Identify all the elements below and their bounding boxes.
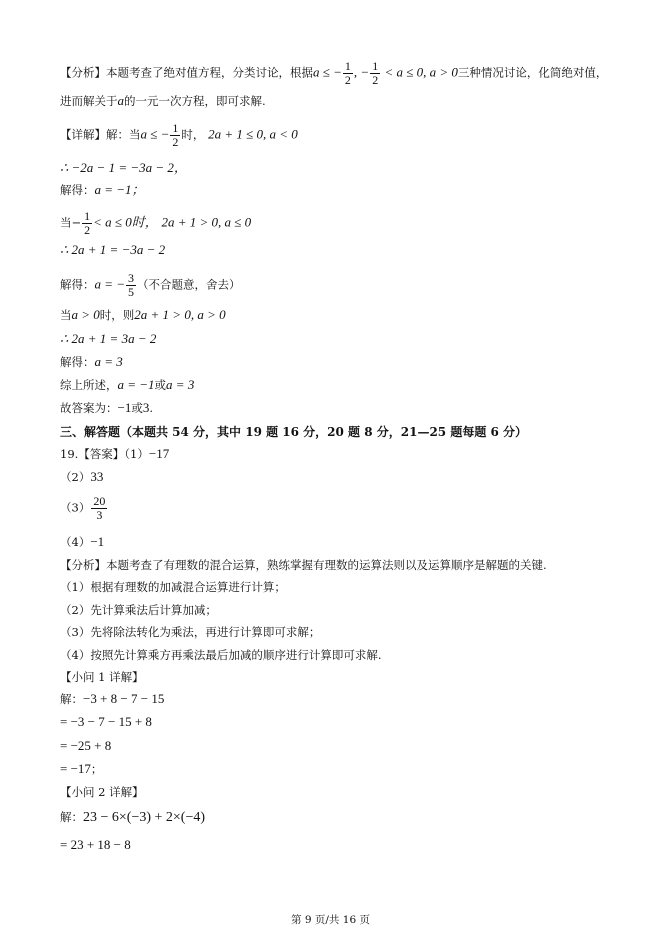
rejected-note: （不合题意，舍去）: [137, 277, 241, 292]
answer-value-2: 3: [142, 400, 150, 415]
step-line: ∴ −2a − 1 = −3a − 2，: [60, 160, 187, 175]
case-3-condition: a > 0: [71, 307, 100, 322]
answer-or: 或: [131, 401, 143, 415]
step-case-3: [60, 306, 226, 324]
q19-answer-value-2: 33: [90, 469, 104, 484]
answer-line: [60, 399, 153, 417]
analysis-text-b: 三种情况讨论，化简绝对值，: [457, 65, 608, 80]
summary-or: 或: [154, 378, 167, 392]
case-2-condition: < a ≤ 0时，: [93, 214, 158, 230]
detail-expression: 2a + 1 ≤ 0, a < 0: [208, 126, 298, 142]
section-3-heading: 三、解答题（本题共 54 分，其中 19 题 16 分，20 题 8 分，21—25 题每题 6 分）: [60, 425, 528, 439]
answer-label: 故答案为：: [60, 401, 118, 415]
summary-value-2: a = 3: [166, 377, 195, 392]
solve-value: a = 3: [94, 354, 123, 369]
hint-line: （1）根据有理数的加减混合运算进行计算；: [60, 580, 286, 594]
case-3-then: 时，则: [99, 308, 135, 322]
detail-line-1: [60, 122, 298, 149]
analysis-line2-a: 进而解关于: [60, 94, 118, 108]
q19-answer-3: [60, 495, 108, 522]
q19-part-4: （4）: [60, 535, 91, 549]
step-solve-3: [60, 353, 123, 371]
page-footer: 第 9 页/共 16 页: [291, 914, 370, 926]
analysis-line2-b: 的一元一次方程，即可求解.: [124, 94, 266, 108]
detail-condition: a ≤ −: [140, 126, 170, 142]
detail-label: 【详解】: [60, 127, 106, 142]
solve-value: a = −1；: [94, 182, 145, 197]
fraction-half-2: $\frac{1}{2}$: [372, 59, 379, 87]
step-solve-1: [60, 181, 145, 199]
q19-analysis: 【分析】本题考查了有理数的混合运算，熟练掌握有理数的运算法则以及运算顺序是解题的关键.: [60, 558, 547, 572]
sub2-step: = 23 + 18 − 8: [60, 837, 131, 852]
q19-part-3: （3）: [60, 500, 91, 515]
q19-answer-value-4: −1: [90, 534, 105, 549]
q19-answer-4: [60, 533, 104, 551]
hint-line: （3）先将除法转化为乘法，再进行计算即可求解；: [60, 625, 321, 639]
step-case-2: [60, 210, 251, 237]
sub1-result: [60, 760, 102, 778]
case-2-expression: 2a + 1 > 0, a ≤ 0: [161, 214, 252, 230]
hint-line: （2）先计算乘法后计算加减；: [60, 603, 217, 617]
fraction-half-1: $\frac{1}{2}$: [344, 59, 351, 87]
sub1-line-1: [60, 690, 164, 708]
fraction-half-4: $\frac{1}{2}$: [84, 209, 91, 237]
summary-line: [60, 376, 194, 394]
analysis-text-a: 本题考查了绝对值方程，分类讨论，根据: [106, 65, 313, 80]
sub1-expression: −3 + 8 − 7 − 15: [83, 691, 165, 706]
hint-line: （4）按照先计算乘方再乘法最后加减的顺序进行计算即可求解.: [60, 648, 382, 662]
condition-3: < a ≤ 0, a > 0: [381, 64, 458, 80]
solve-label: 解得：: [60, 183, 95, 197]
q19-part-2: （2）: [60, 470, 91, 484]
step-line: ∴ 2a + 1 = 3a − 2: [60, 331, 157, 346]
condition-1: a ≤ −: [313, 64, 342, 80]
sub1-step: = −3 − 7 − 15 + 8: [60, 714, 152, 729]
condition-2: , −: [353, 64, 370, 80]
solve-value: a = −: [94, 276, 126, 292]
summary-label: 综上所述，: [60, 378, 118, 392]
step-line: ∴ 2a + 1 = −3a − 2: [60, 242, 166, 257]
sub2-solve-label: 解：: [60, 810, 83, 824]
fraction-half-3: $\frac{1}{2}$: [172, 121, 179, 149]
detail-text: 解：当: [106, 127, 141, 142]
fraction-three-fifths: $\frac{3}{5}$: [128, 271, 135, 299]
sub1-solve-label: 解：: [60, 692, 83, 706]
solve-label: 解得：: [60, 355, 95, 369]
variable-a: a: [117, 93, 124, 108]
solve-label: 解得：: [60, 277, 95, 292]
sub1-result-punct: ；: [90, 762, 103, 776]
detail-when: 时，: [181, 127, 205, 142]
sub2-line-1: [60, 808, 205, 827]
case-3-prefix: 当: [60, 308, 72, 322]
sub1-step: = −25 + 8: [60, 738, 112, 753]
q19-answer-1: [60, 445, 169, 463]
analysis-line-2: [60, 92, 266, 110]
summary-value-1: a = −1: [117, 377, 155, 392]
q19-answer-2: [60, 468, 103, 486]
q19-answer-value-1: −17: [148, 446, 170, 461]
sub1-result-value: = −17: [60, 761, 91, 776]
case-2-prefix: 当−: [60, 215, 82, 230]
analysis-line-1: [60, 60, 607, 87]
sub2-expression: 23 − 6×(−3) + 2×(−4): [83, 810, 206, 825]
sub2-title: 【小问 2 详解】: [60, 785, 144, 799]
answer-period: .: [149, 401, 153, 415]
sub1-title: 【小问 1 详解】: [60, 670, 144, 684]
answer-value-1: −1: [117, 400, 132, 415]
case-3-expression: 2a + 1 > 0, a > 0: [134, 307, 226, 322]
analysis-label: 【分析】: [60, 65, 106, 80]
step-solve-2: [60, 272, 241, 299]
fraction-twenty-thirds: $\frac{20}{3}$: [93, 494, 106, 522]
q19-head: 19.【答案】（1）: [60, 447, 149, 461]
